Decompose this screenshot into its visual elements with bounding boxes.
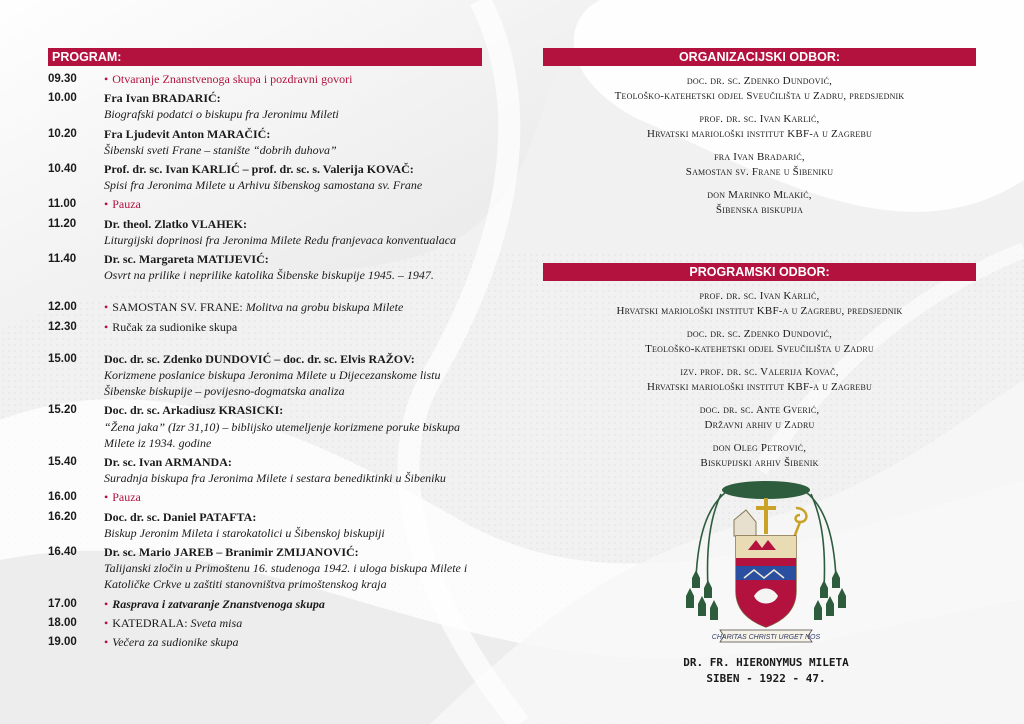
program-time: 12.00 (48, 301, 77, 314)
talk-title: Biskup Jeronim Mileta i starokatolici u Šibenskoj biskupiji (104, 525, 385, 540)
programme-committee-heading: PROGRAMSKI ODBOR: (543, 263, 976, 281)
program-row (48, 615, 482, 631)
program-row (48, 251, 482, 283)
speaker-name: Fra Ivan BRADARIĆ: (104, 91, 221, 106)
program-panel (48, 48, 482, 653)
member-affiliation: Biskupijski arhiv Šibenik (700, 456, 819, 469)
program-time: 10.40 (48, 163, 77, 176)
committee-member (543, 150, 976, 179)
crest-place-years: SIBEN - 1922 - 47. (706, 672, 826, 685)
talk-title: Biografski podatci o biskupu fra Jeronimu Mileti (104, 107, 339, 122)
member-affiliation: Samostan sv. Frane u Šibeniku (685, 165, 834, 178)
event-place: KATEDRALA: (112, 615, 188, 630)
program-time: 09.30 (48, 73, 77, 85)
program-row (48, 71, 482, 87)
committees-panel (543, 48, 976, 479)
talk-title: Liturgijski doprinosi fra Jeronima Milete Redu franjevaca konventualaca (104, 232, 457, 247)
program-time: 10.20 (48, 127, 77, 140)
member-affiliation: Hrvatski mariološki institut KBF-a u Zagrebu (646, 380, 873, 393)
speaker-name: Doc. dr. sc. Zdenko DUNDOVIĆ – doc. dr. sc. Elvis RAŽOV: (104, 351, 415, 366)
event-text: Sveta misa (190, 615, 243, 630)
speaker-name: Doc. dr. sc. Arkadiusz KRASICKI: (104, 403, 284, 418)
bullet-icon: • (104, 300, 109, 315)
member-affiliation: Teološko-katehetski odjel Sveučilišta u Zadru, predsjednik (614, 89, 905, 102)
committee-member (543, 188, 976, 217)
member-name: izv. prof. dr. sc. Valerija Kovač, (680, 366, 839, 378)
episcopal-coat-of-arms (676, 478, 856, 693)
program-row (48, 216, 482, 248)
program-row (48, 489, 482, 505)
event-text: Pauza (112, 490, 141, 505)
talk-title: Talijanski zločin u Primoštenu 16. studenoga 1942. i uloga biskupa Milete i Katoličke Crkve u zaštiti stanovništva primoštenskog kraja (104, 561, 468, 592)
program-row (48, 596, 482, 612)
member-name: don Oleg Petrović, (712, 442, 807, 454)
bullet-icon: • (104, 490, 109, 505)
program-time: 11.00 (48, 198, 77, 211)
member-name: prof. dr. sc. Ivan Karlić, (699, 113, 820, 125)
committee-member (543, 74, 976, 103)
member-name: don Marinko Mlakić, (707, 189, 812, 201)
event-text: Otvaranje Znanstvenoga skupa i pozdravni govori (112, 72, 353, 86)
member-affiliation: Državni arhiv u Zadru (704, 418, 815, 431)
program-row (48, 161, 482, 193)
speaker-name: Dr. sc. Margareta MATIJEVIĆ: (104, 252, 269, 267)
member-name: doc. dr. sc. Zdenko Dundović, (686, 75, 833, 87)
member-affiliation: Hrvatski mariološki institut KBF-a u Zagrebu (646, 127, 873, 140)
committee-member (543, 327, 976, 356)
program-time: 10.00 (48, 92, 77, 105)
talk-title: Šibenski sveti Frane – stanište “dobrih duhova” (104, 142, 337, 157)
member-affiliation: Hrvatski mariološki institut KBF-a u Zagrebu, predsjednik (616, 304, 903, 317)
crest-name: DR. FR. HIERONYMUS MILETA (683, 656, 849, 669)
speaker-name: Dr. sc. Mario JAREB – Branimir ZMIJANOVIĆ: (104, 545, 359, 560)
member-name: prof. dr. sc. Ivan Karlić, (699, 290, 820, 302)
program-time: 15.20 (48, 404, 77, 417)
program-time: 11.40 (48, 253, 77, 266)
program-row (48, 544, 482, 593)
program-heading: PROGRAM: (48, 48, 482, 66)
program-row (48, 196, 482, 212)
program-row (48, 509, 482, 541)
program-time: 17.00 (48, 597, 77, 610)
bullet-icon: • (104, 197, 109, 212)
crest-motto: CHARITAS CHRISTI URGET NOS (711, 634, 821, 641)
program-time: 11.20 (48, 217, 77, 230)
committee-member (543, 365, 976, 394)
event-text: Pauza (112, 197, 141, 212)
talk-title: Osvrt na prilike i neprilike katolika Šibenske biskupije 1945. – 1947. (104, 268, 434, 283)
member-name: doc. dr. sc. Zdenko Dundović, (686, 328, 833, 340)
program-row (48, 319, 482, 335)
committee-member (543, 289, 976, 318)
committee-member (543, 112, 976, 141)
committee-member (543, 403, 976, 432)
program-time: 16.40 (48, 546, 77, 559)
program-time: 15.40 (48, 456, 77, 469)
program-row (48, 634, 482, 650)
program-time: 15.00 (48, 352, 77, 365)
member-affiliation: Teološko-katehetski odjel Sveučilišta u Zadru (645, 342, 874, 355)
member-affiliation: Šibenska biskupija (715, 203, 804, 216)
talk-title: Korizmene poslanice biskupa Jeronima Milete u Dijecezanskome listu Šibenske biskupije – povijesno-dogmatska analiza (104, 368, 441, 399)
program-row (48, 299, 482, 315)
talk-title: “Žena jaka” (Izr 31,10) – biblijsko utemeljenje korizmene poruke biskupa Milete iz 1934. godine (104, 419, 460, 450)
event-text: Ručak za sudionike skupa (112, 319, 238, 334)
member-name: doc. dr. sc. Ante Gverić, (699, 404, 820, 416)
speaker-name: Dr. theol. Zlatko VLAHEK: (104, 216, 248, 231)
talk-title: Suradnja biskupa fra Jeronima Milete i sestara benediktinki u Šibeniku (104, 471, 446, 486)
organizing-committee-heading: ORGANIZACIJSKI ODBOR: (543, 48, 976, 66)
bullet-icon: • (104, 72, 109, 86)
bullet-icon: • (104, 635, 109, 650)
speaker-name: Dr. sc. Ivan ARMANDA: (104, 455, 232, 470)
event-text: Molitva na grobu biskupa Milete (245, 300, 404, 315)
bullet-icon: • (104, 319, 109, 334)
speaker-name: Fra Ljudevit Anton MARAČIĆ: (104, 126, 271, 141)
member-name: fra Ivan Bradarić, (714, 151, 805, 163)
program-time: 18.00 (48, 616, 77, 629)
program-list (48, 71, 482, 650)
program-row (48, 90, 482, 122)
committee-member (543, 441, 976, 470)
bullet-icon: • (104, 615, 109, 630)
program-row (48, 351, 482, 400)
program-time: 12.30 (48, 320, 77, 333)
talk-title: Spisi fra Jeronima Milete u Arhivu šibenskog samostana sv. Frane (104, 178, 423, 193)
program-time: 19.00 (48, 636, 77, 649)
program-row (48, 454, 482, 486)
event-place: SAMOSTAN SV. FRANE: (112, 300, 243, 315)
bullet-icon: • (104, 596, 109, 611)
program-row (48, 126, 482, 158)
event-text: Večera za sudionike skupa (112, 635, 239, 650)
organizing-committee-list (543, 74, 976, 217)
event-text: Rasprava i zatvaranje Znanstvenoga skupa (112, 596, 325, 611)
program-time: 16.20 (48, 510, 77, 523)
program-time: 16.00 (48, 491, 77, 504)
program-row (48, 402, 482, 451)
speaker-name: Prof. dr. sc. Ivan KARLIĆ – prof. dr. sc. s. Valerija KOVAČ: (104, 162, 414, 177)
speaker-name: Doc. dr. sc. Daniel PATAFTA: (104, 509, 257, 524)
programme-committee-list (543, 289, 976, 470)
